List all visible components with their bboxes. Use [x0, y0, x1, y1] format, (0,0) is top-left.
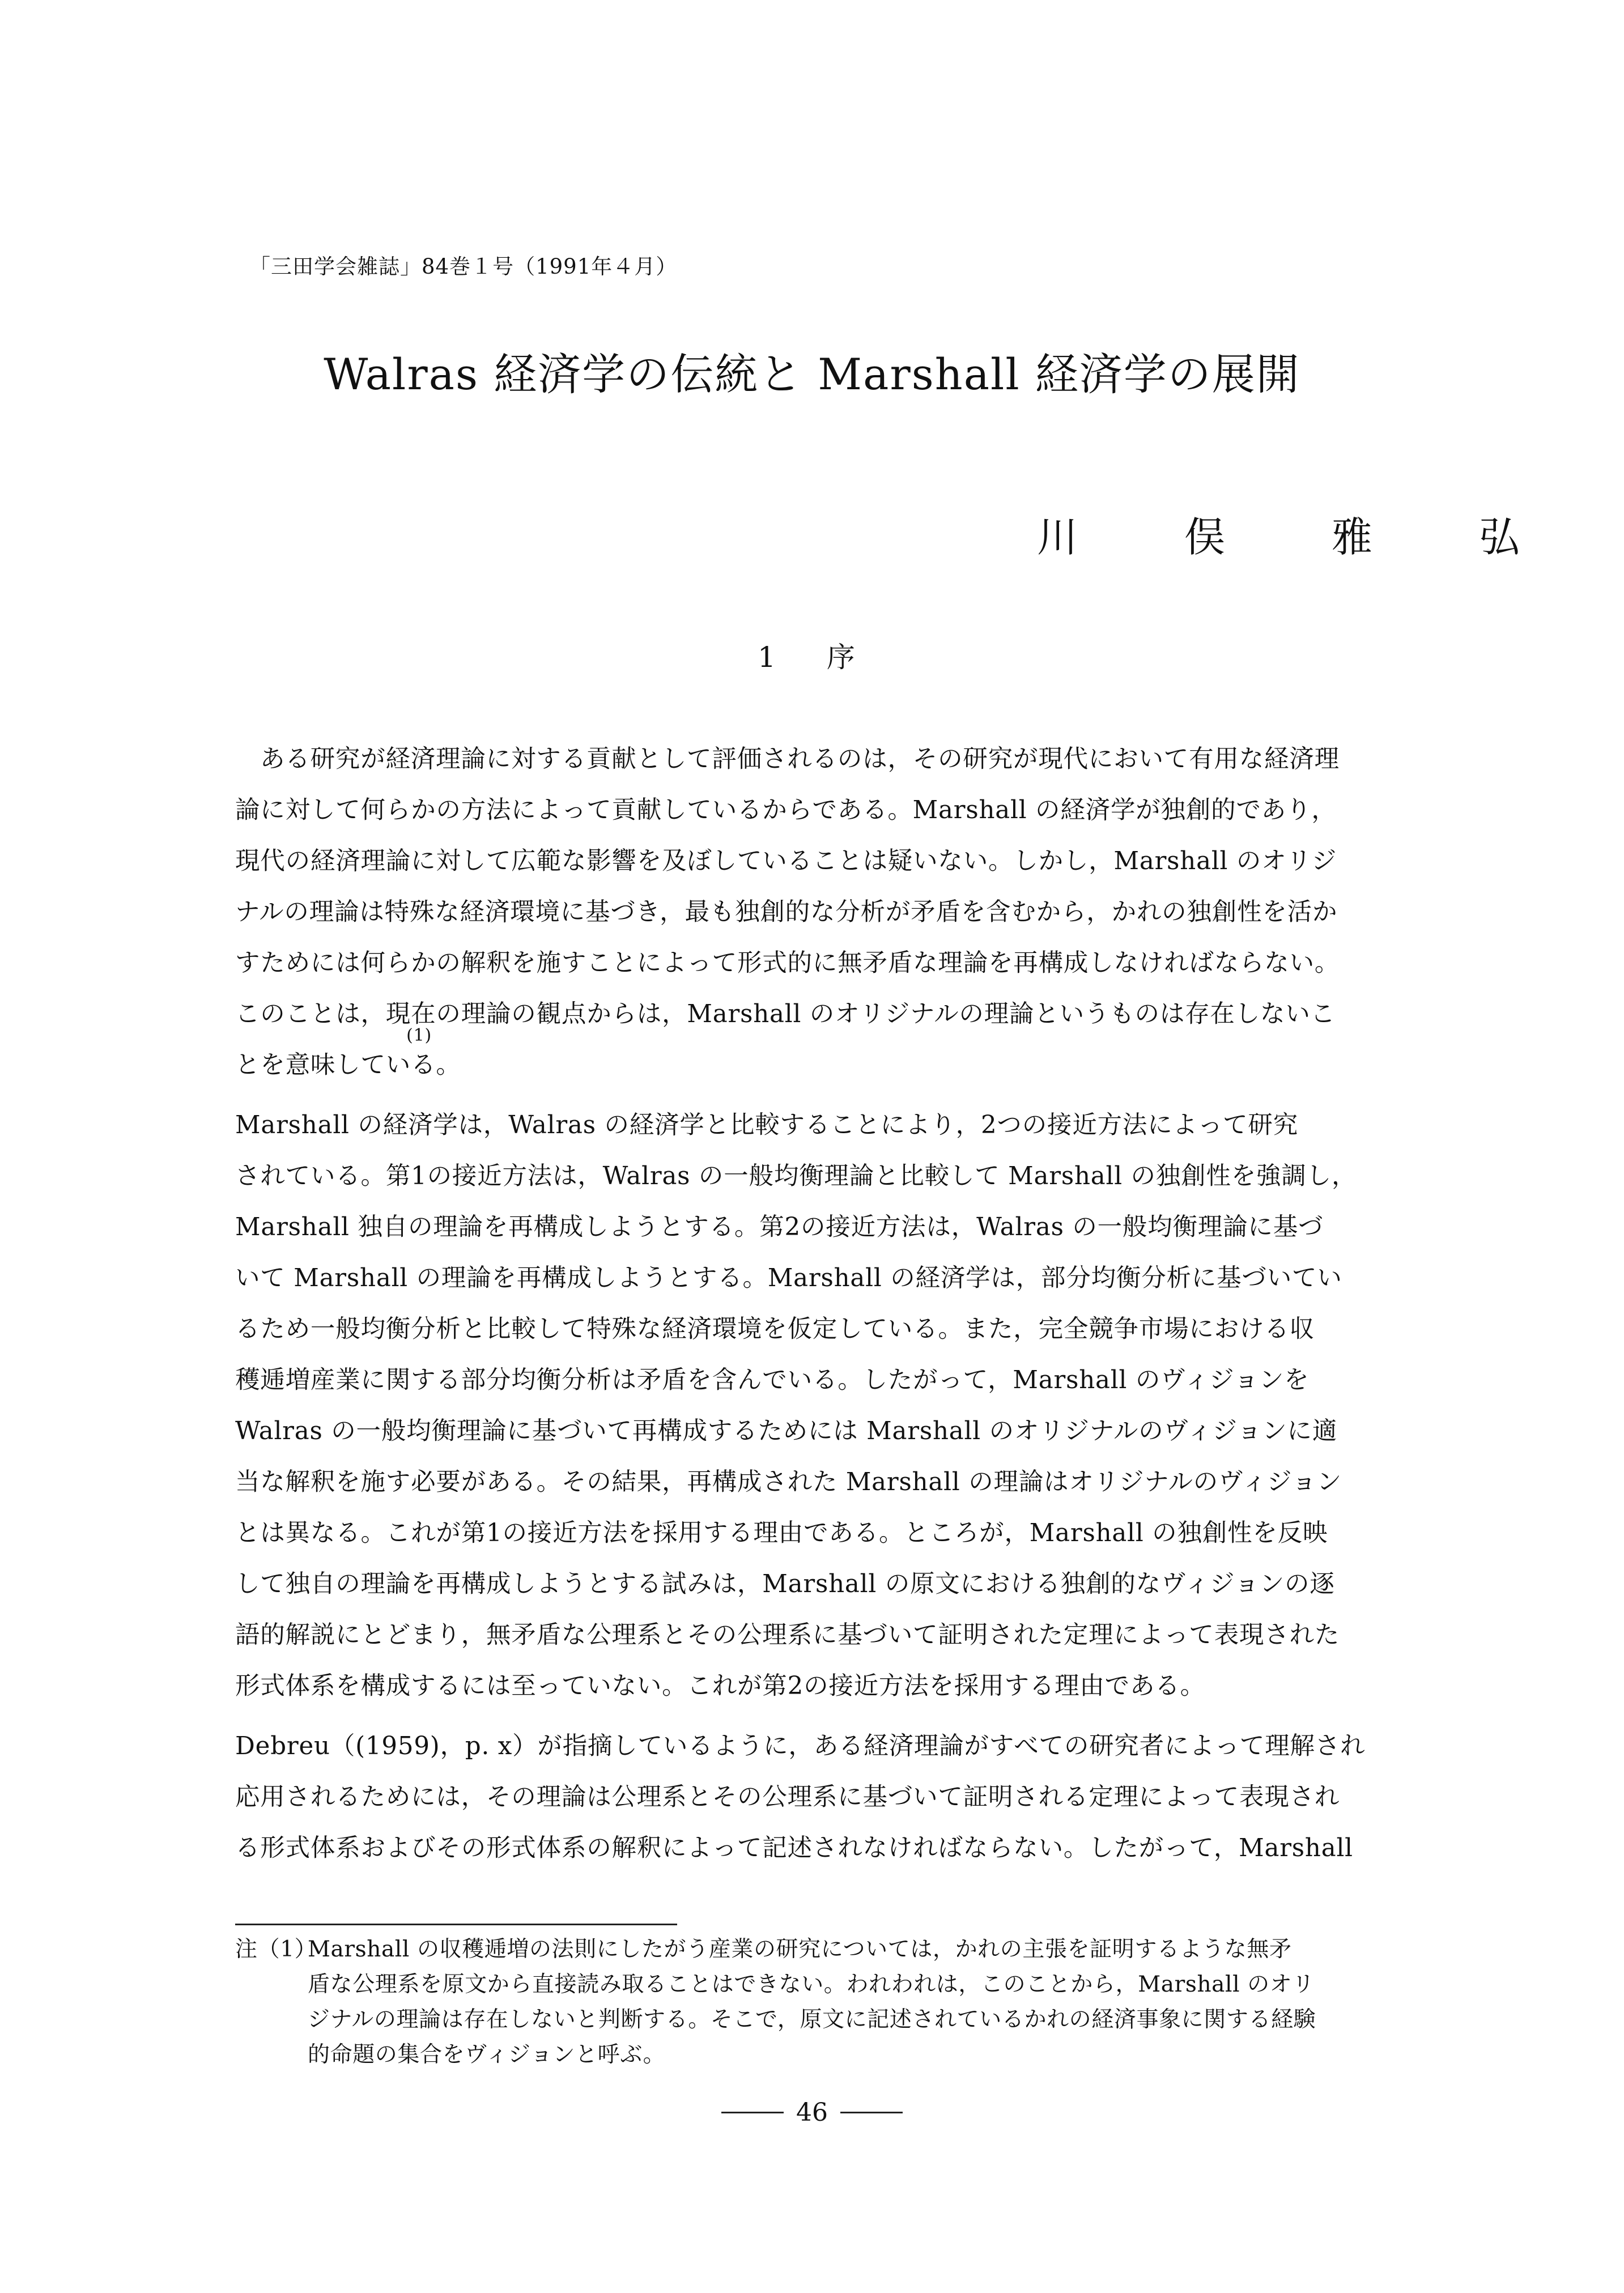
footnote-line: 的命題の集合をヴィジョンと呼ぶ。	[308, 2042, 666, 2067]
author-name: 川 俣 雅 弘	[1037, 513, 1553, 561]
text-line: ある研究が経済理論に対する貢献として評価されるのは，その研究が現代において有用な経済理	[260, 745, 1340, 773]
text-line: 形式体系を構成するには至っていない。これが第2の接近方法を採用する理由である。	[235, 1672, 1205, 1700]
text-fragment: とを意味してい	[235, 1051, 411, 1079]
page-number-value: 46	[796, 2098, 828, 2127]
footnote-line: 盾な公理系を原文から直接読み取ることはできない。われわれは，このことから，Marshall のオリ	[308, 1972, 1315, 1997]
text-line: 当な解釈を施す必要がある。その結果，再構成された Marshall の理論はオリジナルのヴィジョン	[235, 1468, 1342, 1496]
dash-left	[721, 2112, 784, 2113]
text-line: Walras の一般均衡理論に基づいて再構成するためには Marshall のオリジナルのヴィジョンに適	[235, 1417, 1338, 1445]
dash-right	[840, 2112, 903, 2113]
footnote-line: Marshall の収穫逓増の法則にしたがう産業の研究については，かれの主張を証明するような無矛	[308, 1937, 1292, 1962]
text-line: ナルの理論は特殊な経済環境に基づき，最も独創的な分析が矛盾を含むから，かれの独創性を活か	[235, 898, 1338, 926]
text-line: る形式体系およびその形式体系の解釈によって記述されなければならない。したがって，Marshall	[235, 1834, 1353, 1862]
journal-citation: 「三田学会雑誌」84巻１号（1991年４月）	[249, 254, 678, 279]
footnote-line: ジナルの理論は存在しないと判断する。そこで，原文に記述されているかれの経済事象に関する経験	[308, 2007, 1316, 2032]
footnote-divider	[235, 1924, 677, 1925]
text-line: Debreu（(1959)，p. x）が指摘しているように，ある経済理論がすべての研究者によって理解され	[235, 1732, 1366, 1760]
text-line: 穫逓増産業に関する部分均衡分析は矛盾を含んでいる。したがって，Marshall のヴィジョンを	[235, 1366, 1310, 1394]
text-line: Marshall の経済学は，Walras の経済学と比較することにより，2つの接近方法によって研究	[235, 1111, 1299, 1139]
text-line-with-note	[235, 1026, 1402, 1091]
text-fragment: る。	[411, 1051, 461, 1079]
text-line: このことは，現在の理論の観点からは，Marshall のオリジナルの理論というものは存在しないこ	[235, 1000, 1336, 1028]
article-title: Walras 経済学の伝統と Marshall 経済学の展開	[324, 349, 1300, 399]
footnote-text	[308, 1932, 1402, 2073]
text-line: すためには何らかの解釈を施すことによって形式的に無矛盾な理論を再構成しなければならない。	[235, 949, 1340, 977]
text-line: とは異なる。これが第1の接近方法を採用する理由である。ところが，Marshall の独創性を反映	[235, 1519, 1328, 1547]
paragraph-1	[235, 734, 1402, 1091]
paragraph-2	[235, 1100, 1402, 1712]
text-line: 語的解説にとどまり，無矛盾な公理系とその公理系に基づいて証明された定理によって表現された	[235, 1621, 1340, 1649]
page-number	[0, 2096, 1624, 2127]
section-heading: 1 序	[758, 641, 866, 674]
text-line: いて Marshall の理論を再構成しようとする。Marshall の経済学は，部分均衡分析に基づいてい	[235, 1264, 1342, 1292]
text-line: Marshall 独自の理論を再構成しようとする。第2の接近方法は，Walras の一般均衡理論に基づ	[235, 1213, 1324, 1241]
text-line: されている。第1の接近方法は，Walras の一般均衡理論と比較して Marshall の独創性を強調し，	[235, 1162, 1357, 1190]
footnote-label: 注（1）	[235, 1937, 317, 1962]
body-text	[235, 734, 1402, 1883]
text-line: るため一般均衡分析と比較して特殊な経済環境を仮定している。また，完全競争市場における収	[235, 1315, 1315, 1343]
footnote-marker: (1)	[406, 1026, 432, 1045]
paragraph-3	[235, 1721, 1402, 1874]
text-line: 応用されるためには，その理論は公理系とその公理系に基づいて証明される定理によって表現され	[235, 1783, 1340, 1811]
footnote-reference[interactable]	[406, 1026, 461, 1079]
text-line: 論に対して何らかの方法によって貢献しているからである。Marshall の経済学が独創的であり，	[235, 796, 1337, 824]
text-line: して独自の理論を再構成しようとする試みは，Marshall の原文における独創的なヴィジョンの逐	[235, 1570, 1335, 1598]
text-line: 現代の経済理論に対して広範な影響を及ぼしていることは疑いない。しかし，Marshall のオリジ	[235, 847, 1337, 875]
